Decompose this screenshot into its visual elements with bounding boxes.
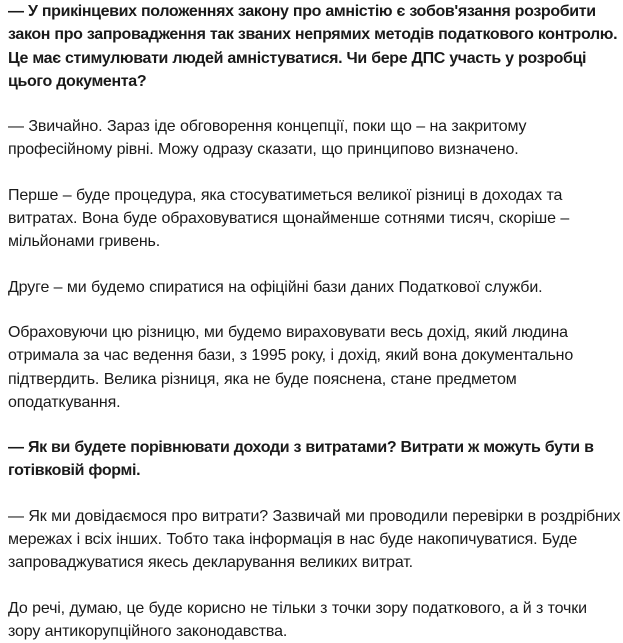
interview-answer-paragraph: — Звичайно. Зараз іде обговорення концепції, поки що – на закритому професійному рівні. Можу одразу сказати, що принципово визначено.: [8, 118, 527, 159]
interview-answer-paragraph: Перше – буде процедура, яка стосуватиметься великої різниці в доходах та витратах. Вона буде обраховуватися щонайменше сотнями тисяч, скоріше – мільйонами гривень.: [8, 186, 570, 251]
interview-question-1: — У прикінцевих положеннях закону про амністію є зобов'язання розробити закон про запровадження так званих непрямих методів податкового контролю. Це має стимулювати людей амністуватися. Чи бере ДПС участь у розробці цього документа?: [8, 3, 618, 90]
interview-answer-paragraph: До речі, думаю, це буде корисно не тільки з точки зору податкового, а й з точки зору антикорупційного законодавства.: [8, 599, 587, 640]
interview-answer-paragraph: Друге – ми будемо спиратися на офіційні бази даних Податкової служби.: [8, 278, 543, 296]
interview-answer-paragraph: — Як ми довідаємося про витрати? Зазвичай ми проводили перевірки в роздрібних мережах і всіх інших. Тобто така інформація в нас буде накопичуватися. Буде запроваджуватися якесь декларування великих витрат.: [8, 507, 621, 572]
interview-question-2: — Як ви будете порівнювати доходи з витратами? Витрати ж можуть бути в готівковій формі.: [8, 439, 594, 480]
interview-answer-paragraph: Обраховуючи цю різницю, ми будемо вираховувати весь дохід, який людина отримала за час ведення бази, з 1995 року, і дохід, який вона документально підтвердить. Велика різниця, яка не буде пояснена, стане предметом оподаткування.: [8, 323, 574, 411]
